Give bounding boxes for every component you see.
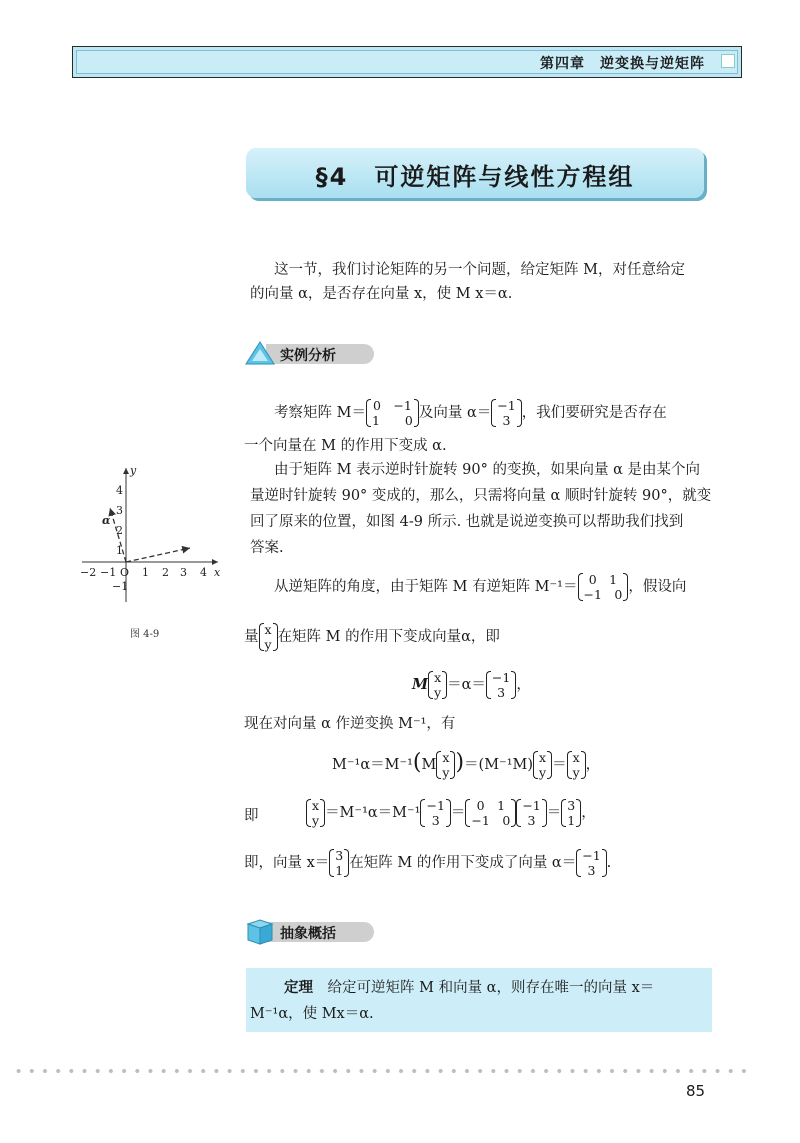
matrix-M: 0 −1 1 0 xyxy=(366,398,419,428)
theorem-line-2: M⁻¹α，使 Mx＝α. xyxy=(250,1006,374,1022)
equation-1: M x y ＝α＝ −1 3 ， xyxy=(412,670,531,700)
y-tick: 2 xyxy=(116,524,123,537)
abstract-summary-tag xyxy=(244,918,384,944)
figure-caption: 图 4-9 xyxy=(130,629,160,640)
intro-line-1: 这一节，我们讨论矩阵的另一个问题，给定矩阵 M，对任意给定 xyxy=(274,262,685,278)
chapter-header xyxy=(72,46,742,78)
vector-alpha: −1 3 xyxy=(491,398,521,428)
x-tick: 1 xyxy=(142,566,149,579)
example-line-9: 现在对向量 α 作逆变换 M⁻¹，有 xyxy=(244,716,456,732)
equation-3: x y ＝M⁻¹α＝M⁻¹ −1 3 ＝ 0 1 −1 0 −1 3 ＝ 3 1 ， xyxy=(306,798,596,828)
equation-3-label: 即 xyxy=(244,808,259,824)
abstract-summary-label: 抽象概括 xyxy=(280,926,336,942)
origin-label: O xyxy=(120,566,130,579)
example-line-3: 由于矩阵 M 表示逆时针旋转 90° 的变换，如果向量 α 是由某个向 xyxy=(274,462,700,478)
chapter-title: 第四章 逆变换与逆矩阵 xyxy=(540,56,705,72)
matrix-M-inverse: 0 1 −1 0 xyxy=(578,572,629,602)
page-number: 85 xyxy=(686,1082,706,1100)
theorem-label: 定理 xyxy=(284,980,313,996)
y-tick: 4 xyxy=(116,484,123,497)
vector-xy: x y xyxy=(259,622,278,652)
x-tick: −2 xyxy=(80,566,97,579)
x-tick: −1 xyxy=(100,566,117,579)
x-axis-label: x xyxy=(214,566,221,579)
triangle-icon xyxy=(244,340,276,366)
theorem-line-1: 定理 给定可逆矩阵 M 和向量 α，则存在唯一的向量 x＝ xyxy=(284,980,655,996)
x-tick: 3 xyxy=(180,566,187,579)
equation-2: M⁻¹α＝M⁻¹(M x y )＝(M⁻¹M) x y ＝ x y ， xyxy=(332,750,601,780)
example-line-5: 回了原来的位置，如图 4-9 所示. 也就是说逆变换可以帮助我们找到 xyxy=(250,514,684,530)
example-line-7: 从逆矩阵的角度，由于矩阵 M 有逆矩阵 M⁻¹＝ 0 1 −1 0 ，假设向 xyxy=(274,572,687,602)
cube-icon xyxy=(244,918,276,946)
intro-line-2: 的向量 α，是否存在向量 x，使 M x＝α. xyxy=(250,286,513,302)
example-analysis-tag xyxy=(244,340,384,366)
header-square-decoration xyxy=(721,54,735,68)
example-analysis-label: 实例分析 xyxy=(280,348,336,364)
x-tick: 2 xyxy=(162,566,169,579)
theorem-box xyxy=(246,968,712,1032)
example-line-6: 答案. xyxy=(250,540,284,556)
y-tick: 3 xyxy=(116,504,123,517)
example-line-8: 量 x y 在矩阵 M 的作用下变成向量α，即 xyxy=(244,622,500,652)
example-line-1: 考察矩阵 M＝ 0 −1 1 0 及向量 α＝ −1 3 ，我们要研究是否存在 xyxy=(274,398,667,428)
y-tick: −1 xyxy=(112,580,129,593)
x-tick: 4 xyxy=(200,566,207,579)
vector-x xyxy=(126,548,190,562)
section-title: §4 可逆矩阵与线性方程组 xyxy=(315,163,635,191)
section-title-banner xyxy=(246,148,704,198)
y-tick: 1 xyxy=(116,544,123,557)
dotted-divider xyxy=(12,1068,752,1074)
figure-4-9 xyxy=(78,462,228,612)
vector-label: α xyxy=(102,514,111,527)
example-conclusion: 即，向量 x＝ 3 1 在矩阵 M 的作用下变成了向量 α＝ −1 3 . xyxy=(244,848,612,878)
y-axis-label: y xyxy=(130,464,137,477)
example-line-2: 一个向量在 M 的作用下变成 α. xyxy=(244,438,447,454)
example-line-4: 量逆时针旋转 90° 变成的，那么，只需将向量 α 顺时针旋转 90°，就变 xyxy=(250,488,712,504)
